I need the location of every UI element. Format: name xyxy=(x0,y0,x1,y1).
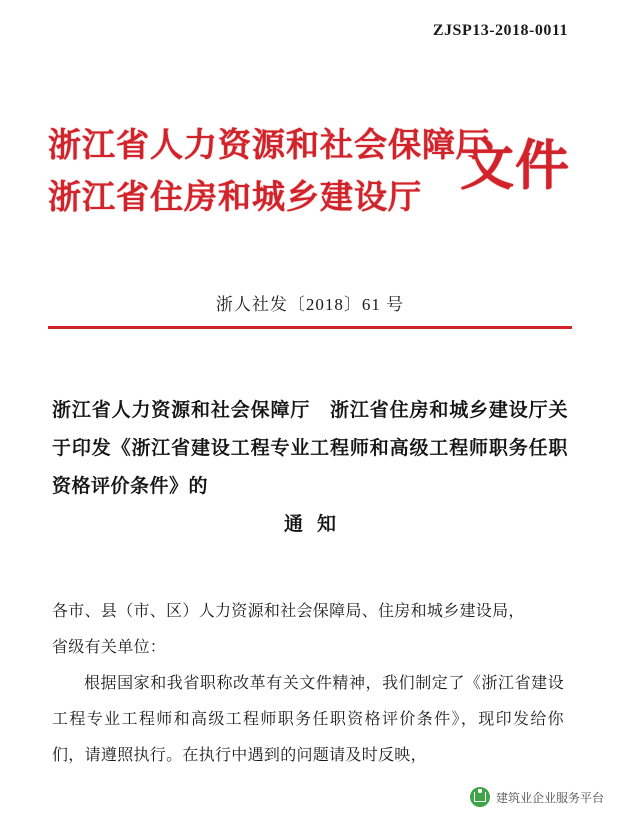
watermark-badge xyxy=(464,784,610,810)
salutation-line-1: 各市、县（市、区）人力资源和社会保障局、住房和城乡建设局， xyxy=(52,603,525,620)
body-paragraph-1: 根据国家和我省职称改革有关文件精神，我们制定了《浙江省建设工程专业工程师和高级工程师职务任职资格评价条件》，现印发给你们，请遵照执行。在执行中遇到的问题请及时反映， xyxy=(52,675,564,764)
document-title xyxy=(52,392,568,544)
masthead-agency-lines xyxy=(48,120,490,224)
document-code: ZJSP13-2018-0011 xyxy=(432,22,568,39)
masthead-line-2: 浙江省住房和城乡建设厅 xyxy=(48,180,422,216)
document-body xyxy=(52,594,564,774)
issue-number: 浙人社发〔2018〕61 号 xyxy=(215,295,405,314)
document-title-main: 浙江省人力资源和社会保障厅 浙江省住房和城乡建设厅关于印发《浙江省建设工程专业工程师和高级工程师职务任职资格评价条件》的 xyxy=(52,400,568,497)
masthead-line-1: 浙江省人力资源和社会保障厅 xyxy=(48,128,490,164)
red-divider-rule xyxy=(48,326,572,329)
watermark-label: 建筑业企业服务平台 xyxy=(495,790,604,805)
document-title-last-line: 通知 xyxy=(283,514,350,535)
salutation-line-2: 省级有关单位： xyxy=(52,639,167,656)
masthead-document-char: 文件 xyxy=(460,136,570,196)
building-service-logo-icon xyxy=(470,787,490,807)
masthead xyxy=(48,120,572,235)
